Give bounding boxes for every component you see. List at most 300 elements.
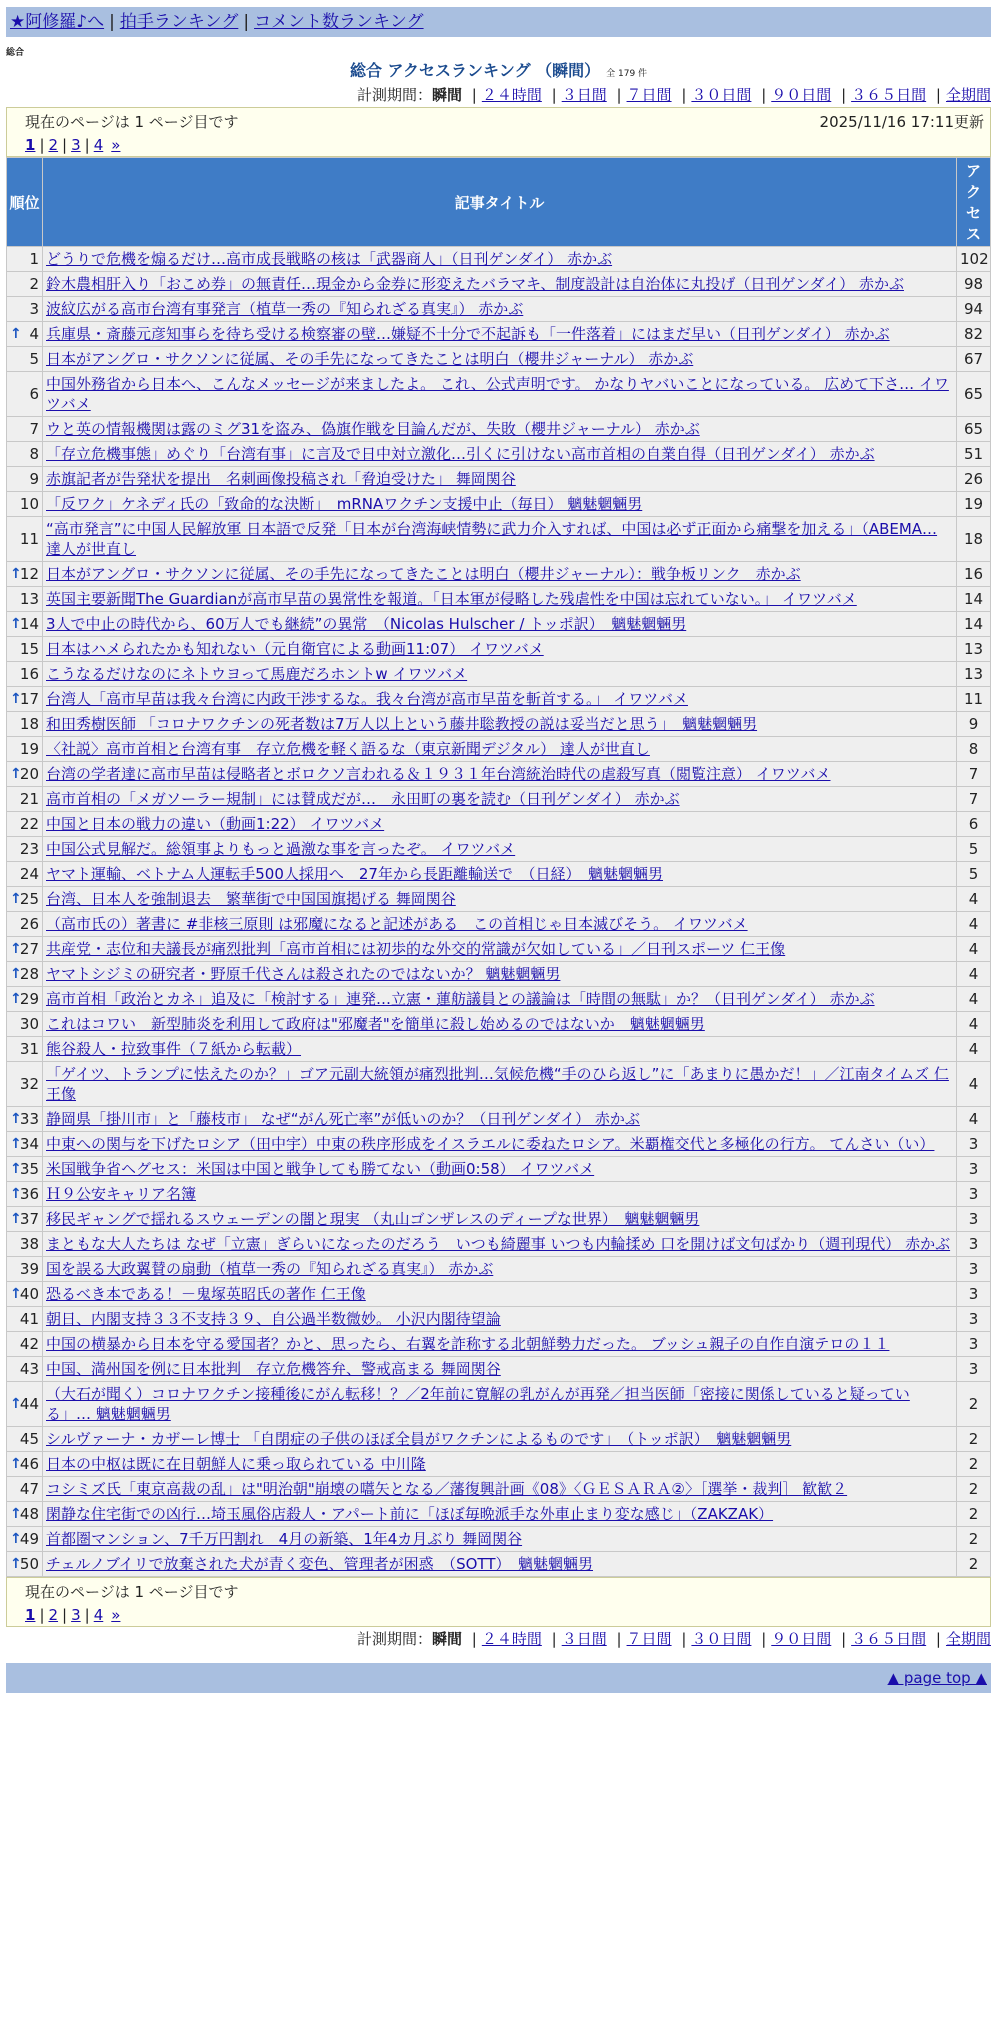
article-link[interactable]: 閑静な住宅街での凶行…埼玉風俗店殺人・アパート前に「ほぼ毎晩派手な外車止まり変な感じ」（ZAKZAK）	[46, 1505, 774, 1523]
access-count: 67	[957, 347, 991, 372]
page-link-2[interactable]: 2	[48, 136, 59, 154]
period-link-all[interactable]: 全期間	[945, 1630, 991, 1648]
article-link[interactable]: 中東への関与を下げたロシア（田中宇）中東の秩序形成をイスラエルに委ねたロシア。米覇権交代と多極化の行方。 てんさい（い）	[46, 1135, 935, 1153]
article-link[interactable]: 波紋広がる高市台湾有事発言（植草一秀の『知られざる真実』） 赤かぶ	[46, 300, 524, 318]
article-link[interactable]: “高市発言”に中国人民解放軍 日本語で反発「日本が台湾海峡情勢に武力介入すれば、中国は必ず正面から痛撃を加える」（ABEMA… 達人が世直し	[46, 520, 938, 558]
article-link[interactable]: 恐るべき本である！－鬼塚英昭氏の著作 仁王像	[46, 1285, 366, 1303]
article-link[interactable]: ヤマトシジミの研究者・野原千代さんは殺されたのではないか？ 魑魅魍魎男	[46, 965, 561, 983]
article-link[interactable]: こうなるだけなのにネトウヨって馬鹿だろホントw イワツバメ	[46, 665, 468, 683]
table-row	[7, 987, 991, 1012]
rank-cell	[7, 712, 43, 737]
access-count: 8	[957, 737, 991, 762]
table-row	[7, 1477, 991, 1502]
title-cell	[43, 1257, 957, 1282]
up-arrow-icon: ↑	[10, 691, 22, 707]
table-row	[7, 1157, 991, 1182]
access-count: 2	[957, 1477, 991, 1502]
rank-cell	[7, 987, 43, 1012]
rank-cell	[7, 347, 43, 372]
rank-number: 34	[19, 1135, 39, 1153]
table-row	[7, 1502, 991, 1527]
period-link-30d[interactable]: ３０日間	[691, 1630, 752, 1648]
rank-cell	[7, 247, 43, 272]
clap-ranking-link[interactable]: 拍手ランキング	[119, 12, 239, 32]
access-count: 7	[957, 787, 991, 812]
title-cell	[43, 762, 957, 787]
rank-cell	[7, 1207, 43, 1232]
article-link[interactable]: 中国公式見解だ。総領事よりもっと過激な事を言ったぞ。 イワツバメ	[46, 840, 516, 858]
period-link-90d[interactable]: ９０日間	[771, 86, 832, 104]
rank-number: 36	[19, 1185, 39, 1203]
rank-cell	[7, 562, 43, 587]
rank-cell	[7, 737, 43, 762]
access-count: 102	[957, 247, 991, 272]
access-count: 4	[957, 1107, 991, 1132]
article-link[interactable]: 3人で中止の時代から、60万人でも継続”の異常 （Nicolas Hulscher / トッポ訳） 魑魅魍魎男	[46, 615, 687, 633]
rank-cell	[7, 272, 43, 297]
rank-number: 33	[19, 1110, 39, 1128]
table-row	[7, 737, 991, 762]
article-link[interactable]: （高市氏の）著書に #非核三原則 は邪魔になると記述がある この首相じゃ日本滅びそう。 イワツバメ	[46, 915, 748, 933]
rank-number: 44	[19, 1395, 39, 1413]
ranking-rows	[7, 247, 991, 1577]
article-link[interactable]: 〈社説〉高市首相と台湾有事 存立危機を軽く語るな（東京新聞デジタル） 達人が世直し	[46, 740, 650, 758]
rank-cell	[7, 1232, 43, 1257]
table-row	[7, 272, 991, 297]
period-current: 瞬間	[431, 1630, 462, 1648]
access-count: 3	[957, 1182, 991, 1207]
period-link-3d[interactable]: ３日間	[561, 86, 607, 104]
article-link[interactable]: 和田秀樹医師 「コロナワクチンの死者数は7万人以上という藤井聡教授の説は妥当だと思う」 魑魅魍魎男	[46, 715, 758, 733]
rank-number: 11	[19, 530, 39, 548]
rank-cell	[7, 787, 43, 812]
access-count: 2	[957, 1502, 991, 1527]
access-header: アクセス	[957, 158, 991, 247]
article-link[interactable]: 高市首相「政治とカネ」追及に「検討する」連発…立憲・蓮舫議員との議論は「時間の無駄」か？（日刊ゲンダイ） 赤かぶ	[46, 990, 875, 1008]
current-page-text-bottom: 現在のページは 1 ページ目です	[25, 1583, 239, 1601]
title-cell	[43, 912, 957, 937]
rank-cell	[7, 937, 43, 962]
rank-cell	[7, 517, 43, 562]
rank-cell	[7, 322, 43, 347]
rank-cell	[7, 1062, 43, 1107]
rank-number: 23	[19, 840, 39, 858]
rank-cell	[7, 1502, 43, 1527]
article-link[interactable]: 朝日、内閣支持３３不支持３９、自公過半数微妙。 小沢内閣待望論	[46, 1310, 501, 1328]
access-count: 4	[957, 987, 991, 1012]
title-cell	[43, 1527, 957, 1552]
title-cell	[43, 737, 957, 762]
access-count: 4	[957, 937, 991, 962]
rank-number: 27	[19, 940, 39, 958]
rank-number: 8	[29, 445, 39, 463]
rank-number: 26	[19, 915, 39, 933]
rank-cell	[7, 1037, 43, 1062]
updated-timestamp: 2025/11/16 17:11更新	[819, 113, 984, 131]
title-cell	[43, 272, 957, 297]
page-next-link[interactable]: »	[111, 1606, 121, 1624]
table-row	[7, 1037, 991, 1062]
rank-cell	[7, 1107, 43, 1132]
title-cell	[43, 787, 957, 812]
title-cell	[43, 1037, 957, 1062]
up-arrow-icon: ↑	[10, 1531, 22, 1547]
title-header: 記事タイトル	[43, 158, 957, 247]
article-link[interactable]: Ｈ９公安キャリア名簿	[46, 1185, 197, 1203]
article-link[interactable]: まともな大人たちは なぜ「立憲」ぎらいになったのだろう いつも綺麗事 いつも内輪揉め 口を開けば文句ばかり（週刊現代） 赤かぶ	[46, 1235, 951, 1253]
article-link[interactable]: 日本の中枢は既に在日朝鮮人に乗っ取られている 中川隆	[46, 1455, 426, 1473]
up-arrow-icon: ↑	[10, 326, 22, 342]
access-count: 16	[957, 562, 991, 587]
rank-cell	[7, 612, 43, 637]
title-cell	[43, 1232, 957, 1257]
access-count: 19	[957, 492, 991, 517]
rank-cell	[7, 837, 43, 862]
page-top-link[interactable]: ▲ page top ▲	[887, 1669, 987, 1687]
access-count: 2	[957, 1452, 991, 1477]
rank-number: 28	[19, 965, 39, 983]
bottom-bar	[6, 1663, 991, 1693]
table-row	[7, 962, 991, 987]
period-selector-bottom: 計測期間：瞬間 | ２４時間 | ３日間 | ７日間 | ３０日間 | ９０日間 | ３６５日間 | 全期間	[356, 1630, 991, 1648]
period-link-90d[interactable]: ９０日間	[771, 1630, 832, 1648]
pagination-bottom: 1 | 2 | 3 | 4 »	[25, 1606, 121, 1624]
page-wrapper	[6, 0, 991, 1693]
page-link-3[interactable]: 3	[71, 136, 81, 154]
article-link[interactable]: 英国主要新聞The Guardianが高市早苗の異常性を報道。「日本軍が侵略した残虐性を中国は忘れていない。」 イワツバメ	[46, 590, 857, 608]
article-link[interactable]: 共産党・志位和夫議長が痛烈批判「高市首相には初歩的な外交的常識が欠如している」／日刊スポーツ 仁王像	[46, 940, 786, 958]
article-link[interactable]: 台湾の学者達に高市早苗は侵略者とボロクソ言われる＆１９３１年台湾統治時代の虐殺写真（閲覧注意） イワツバメ	[46, 765, 831, 783]
article-link[interactable]: コシミズ氏「東京高裁の乱」は"明治朝"崩壊の嚆矢となる／藩復興計画《08》〈ＧＥＳＡＲＡ②〉［選挙・裁判］ 歓歓２	[46, 1480, 848, 1498]
page-link-2[interactable]: 2	[48, 1606, 59, 1624]
access-count: 3	[957, 1307, 991, 1332]
access-count: 6	[957, 812, 991, 837]
access-count: 14	[957, 612, 991, 637]
rank-number: 1	[29, 250, 39, 268]
rank-cell	[7, 467, 43, 492]
access-count: 2	[957, 1427, 991, 1452]
rank-number: 22	[19, 815, 39, 833]
access-count: 7	[957, 762, 991, 787]
rank-cell	[7, 1477, 43, 1502]
article-link[interactable]: 中国外務省から日本へ、こんなメッセージが来ましたよ。 これ、公式声明です。 かなりヤバいことになっている。 広めて下さ… イワツバメ	[46, 375, 949, 413]
title-cell	[43, 467, 957, 492]
rank-number: 13	[19, 590, 39, 608]
title-cell	[43, 1107, 957, 1132]
rank-number: 12	[19, 565, 39, 583]
article-link[interactable]: 「反ワク」ケネディ氏の「致命的な決断」 mRNAワクチン支援中止（毎日） 魑魅魍魎男	[46, 495, 643, 513]
rank-number: 30	[19, 1015, 39, 1033]
title-cell	[43, 812, 957, 837]
period-link-24h[interactable]: ２４時間	[481, 1630, 542, 1648]
article-link[interactable]: 日本がアングロ・サクソンに従属、その手先になってきたことは明白（櫻井ジャーナル）：戦争板リンク 赤かぶ	[46, 565, 801, 583]
page-next-link[interactable]: »	[111, 136, 121, 154]
table-row	[7, 1307, 991, 1332]
title-cell	[43, 1502, 957, 1527]
article-link[interactable]: 日本はハメられたかも知れない（元自衛官による動画11:07） イワツバメ	[46, 640, 544, 658]
title-cell	[43, 1282, 957, 1307]
rank-number: 9	[29, 470, 39, 488]
title-cell	[43, 442, 957, 467]
rank-number: 25	[19, 890, 39, 908]
table-row	[7, 787, 991, 812]
title-cell	[43, 1477, 957, 1502]
rank-cell	[7, 912, 43, 937]
rank-number: 48	[19, 1505, 39, 1523]
period-current: 瞬間	[431, 86, 462, 104]
rank-number: 49	[19, 1530, 39, 1548]
title-cell	[43, 837, 957, 862]
rank-number: 21	[19, 790, 39, 808]
rank-cell	[7, 372, 43, 417]
title-cell	[43, 1062, 957, 1107]
title-cell	[43, 987, 957, 1012]
table-row	[7, 1257, 991, 1282]
access-count: 4	[957, 962, 991, 987]
rank-number: 45	[19, 1430, 39, 1448]
table-row	[7, 1232, 991, 1257]
access-count: 4	[957, 1037, 991, 1062]
up-arrow-icon: ↑	[10, 566, 22, 582]
table-row	[7, 1062, 991, 1107]
title-cell	[43, 517, 957, 562]
article-link[interactable]: 兵庫県・斎藤元彦知事らを待ち受ける検察審の壁…嫌疑不十分で不起訴も「一件落着」にはまだ早い（日刊ゲンダイ） 赤かぶ	[46, 325, 890, 343]
period-link-365d[interactable]: ３６５日間	[851, 1630, 927, 1648]
access-count: 3	[957, 1207, 991, 1232]
rank-cell	[7, 962, 43, 987]
access-count: 4	[957, 1062, 991, 1107]
table-row	[7, 562, 991, 587]
pagination-top: 1 | 2 | 3 | 4 »	[25, 136, 121, 154]
rank-cell	[7, 812, 43, 837]
rank-number: 42	[19, 1335, 39, 1353]
home-link[interactable]: ★阿修羅♪へ	[10, 12, 105, 32]
title-cell	[43, 637, 957, 662]
table-row	[7, 247, 991, 272]
title-cell	[43, 1357, 957, 1382]
rank-number: 7	[29, 420, 39, 438]
article-link[interactable]: 「存立危機事態」めぐり「台湾有事」に言及で日中対立激化…引くに引けない高市首相の自業自得（日刊ゲンダイ） 赤かぶ	[46, 445, 875, 463]
table-row	[7, 1107, 991, 1132]
article-link[interactable]: 「ゲイツ、トランプに怯えたのか？」ゴア元副大統領が痛烈批判…気候危機“手のひら返し”に「あまりに愚かだ！」／江南タイムズ 仁王像	[46, 1065, 949, 1103]
rank-number: 46	[19, 1455, 39, 1473]
page-link-4[interactable]: 4	[93, 136, 104, 154]
access-count: 14	[957, 587, 991, 612]
rank-number: 38	[19, 1235, 39, 1253]
table-row	[7, 1452, 991, 1477]
page-info-top	[6, 107, 991, 157]
up-arrow-icon: ↑	[10, 941, 22, 957]
rank-cell	[7, 1132, 43, 1157]
up-arrow-icon: ↑	[10, 616, 22, 632]
up-arrow-icon: ↑	[10, 966, 22, 982]
title-cell	[43, 562, 957, 587]
title-cell	[43, 492, 957, 517]
rank-number: 4	[29, 325, 39, 343]
article-link[interactable]: 国を誤る大政翼賛の扇動（植草一秀の『知られざる真実』） 赤かぶ	[46, 1260, 494, 1278]
rank-header: 順位	[7, 158, 43, 247]
article-link[interactable]: 台湾人「高市早苗は我々台湾に内政干渉するな。我々台湾が高市早苗を斬首する。」 イワツバメ	[46, 690, 688, 708]
access-count: 5	[957, 837, 991, 862]
article-link[interactable]: （大石が聞く）コロナワクチン接種後にがん転移！？／2年前に寛解の乳がんが再発／担当医師「密接に関係していると疑っている」… 魑魅魍魎男	[46, 1385, 910, 1423]
table-row	[7, 662, 991, 687]
nav-separator: |	[109, 12, 115, 32]
title-cell	[43, 417, 957, 442]
table-row	[7, 467, 991, 492]
title-cell	[43, 887, 957, 912]
up-arrow-icon: ↑	[10, 766, 22, 782]
title-cell	[43, 1012, 957, 1037]
access-count: 2	[957, 1552, 991, 1577]
table-row	[7, 372, 991, 417]
period-link-3d[interactable]: ３日間	[561, 1630, 607, 1648]
section-label: 総合	[6, 48, 25, 58]
rank-number: 37	[19, 1210, 39, 1228]
access-count: 65	[957, 372, 991, 417]
access-count: 3	[957, 1132, 991, 1157]
period-link-7d[interactable]: ７日間	[626, 1630, 672, 1648]
article-link[interactable]: 中国、満州国を例に日本批判 存立危機答弁、警戒高まる 舞岡関谷	[46, 1360, 501, 1378]
article-link[interactable]: 鈴木農相肝入り「おこめ券」の無責任…現金から金券に形変えたバラマキ、制度設計は自治体に丸投げ（日刊ゲンダイ） 赤かぶ	[46, 275, 904, 293]
article-link[interactable]: チェルノブイリで放棄された犬が青く変色、管理者が困惑 （SOTT） 魑魅魍魎男	[46, 1555, 593, 1573]
table-row	[7, 1427, 991, 1452]
period-link-7d[interactable]: ７日間	[626, 86, 672, 104]
table-row	[7, 1552, 991, 1577]
article-link[interactable]: 静岡県「掛川市」と「藤枝市」 なぜ“がん死亡率”が低いのか？（日刊ゲンダイ） 赤かぶ	[46, 1110, 640, 1128]
title-cell	[43, 612, 957, 637]
table-row	[7, 297, 991, 322]
rank-cell	[7, 662, 43, 687]
article-link[interactable]: 首都圏マンション、7千万円割れ 4月の新築、1年4カ月ぶり 舞岡関谷	[46, 1530, 523, 1548]
table-row	[7, 517, 991, 562]
article-link[interactable]: 高市首相の「メガソーラー規制」には賛成だが… 永田町の裏を読む（日刊ゲンダイ） 赤かぶ	[46, 790, 680, 808]
rank-number: 2	[29, 275, 39, 293]
table-row	[7, 887, 991, 912]
rank-number: 47	[19, 1480, 39, 1498]
title-cell	[43, 1382, 957, 1427]
rank-cell	[7, 417, 43, 442]
up-arrow-icon: ↑	[10, 1506, 22, 1522]
rank-number: 40	[19, 1285, 39, 1303]
article-link[interactable]: 日本がアングロ・サクソンに従属、その手先になってきたことは明白（櫻井ジャーナル） 赤かぶ	[46, 350, 694, 368]
rank-cell	[7, 1282, 43, 1307]
title-cell	[43, 1452, 957, 1477]
rank-number: 41	[19, 1310, 39, 1328]
rank-cell	[7, 1332, 43, 1357]
rank-cell	[7, 1157, 43, 1182]
rank-cell	[7, 887, 43, 912]
period-link-30d[interactable]: ３０日間	[691, 86, 752, 104]
table-row	[7, 837, 991, 862]
article-link[interactable]: 熊谷殺人・拉致事件（７紙から転載）	[46, 1040, 302, 1058]
page-link-4[interactable]: 4	[93, 1606, 104, 1624]
title-cell	[43, 662, 957, 687]
rank-cell	[7, 1452, 43, 1477]
rank-number: 20	[19, 765, 39, 783]
table-row	[7, 937, 991, 962]
page-link-current: 1	[25, 1606, 36, 1624]
access-count: 3	[957, 1357, 991, 1382]
title-cell	[43, 247, 957, 272]
access-count: 98	[957, 272, 991, 297]
access-count: 3	[957, 1332, 991, 1357]
period-link-365d[interactable]: ３６５日間	[851, 86, 927, 104]
title-cell	[43, 1427, 957, 1452]
rank-cell	[7, 637, 43, 662]
article-link[interactable]: ヤマト運輸、ベトナム人運転手500人採用へ 27年から長距離輸送で （日経） 魑魅魍魎男	[46, 865, 663, 883]
article-link[interactable]: 中国と日本の戦力の違い（動画1:22） イワツバメ	[46, 815, 385, 833]
period-label: 計測期間：	[356, 86, 432, 104]
article-link[interactable]: 赤旗記者が告発状を提出 名刺画像投稿され「脅迫受けた」 舞岡関谷	[46, 470, 516, 488]
rank-number: 17	[19, 690, 39, 708]
access-count: 5	[957, 862, 991, 887]
table-row	[7, 587, 991, 612]
article-link[interactable]: 米国戦争省ヘグセス：米国は中国と戦争しても勝てない（動画0:58） イワツバメ	[46, 1160, 595, 1178]
access-count: 94	[957, 297, 991, 322]
article-link[interactable]: 台湾、日本人を強制退去 繁華街で中国国旗掲げる 舞岡関谷	[46, 890, 456, 908]
article-link[interactable]: ウと英の情報機関は露のミグ31を盗み、偽旗作戦を目論んだが、失敗（櫻井ジャーナル） 赤かぶ	[46, 420, 700, 438]
table-row	[7, 1332, 991, 1357]
title-cell	[43, 372, 957, 417]
table-row	[7, 1282, 991, 1307]
title-cell	[43, 862, 957, 887]
page-link-3[interactable]: 3	[71, 1606, 81, 1624]
article-link[interactable]: 中国の横暴から日本を守る愛国者？かと、思ったら、右翼を詐称する北朝鮮勢力だった。 ブッシュ親子の自作自演テロの１１	[46, 1335, 890, 1353]
title-cell	[43, 1132, 957, 1157]
table-row	[7, 1132, 991, 1157]
access-count: 65	[957, 417, 991, 442]
article-link[interactable]: 移民ギャングで揺れるスウェーデンの闇と現実 （丸山ゴンザレスのディープな世界） 魑魅魍魎男	[46, 1210, 700, 1228]
access-count: 4	[957, 887, 991, 912]
rank-number: 19	[19, 740, 39, 758]
rank-number: 31	[19, 1040, 39, 1058]
title-cell	[43, 1307, 957, 1332]
title-cell	[43, 962, 957, 987]
table-row	[7, 762, 991, 787]
period-link-24h[interactable]: ２４時間	[481, 86, 542, 104]
table-row	[7, 912, 991, 937]
title-cell	[43, 1157, 957, 1182]
rank-number: 29	[19, 990, 39, 1008]
table-row	[7, 322, 991, 347]
article-link[interactable]: シルヴァーナ・カザーレ博士 「自閉症の子供のほぼ全員がワクチンによるものです」 （トッポ訳） 魑魅魍魎男	[46, 1430, 792, 1448]
period-selector-top: 計測期間：瞬間 | ２４時間 | ３日間 | ７日間 | ３０日間 | ９０日間 | ３６５日間 | 全期間	[356, 86, 991, 104]
comment-ranking-link[interactable]: コメント数ランキング	[254, 12, 424, 32]
up-arrow-icon: ↑	[10, 1111, 22, 1127]
access-count: 2	[957, 1382, 991, 1427]
up-arrow-icon: ↑	[10, 1161, 22, 1177]
rank-number: 18	[19, 715, 39, 733]
rank-cell	[7, 862, 43, 887]
rank-cell	[7, 1182, 43, 1207]
rank-number: 43	[19, 1360, 39, 1378]
table-row	[7, 862, 991, 887]
period-link-all[interactable]: 全期間	[945, 86, 991, 104]
up-arrow-icon: ↑	[10, 1211, 22, 1227]
title-cell	[43, 297, 957, 322]
table-row	[7, 1182, 991, 1207]
access-count: 9	[957, 712, 991, 737]
table-row	[7, 1357, 991, 1382]
access-count: 4	[957, 1012, 991, 1037]
table-row	[7, 1012, 991, 1037]
access-count: 3	[957, 1232, 991, 1257]
article-link[interactable]: これはコワい 新型肺炎を利用して政府は"邪魔者"を簡単に殺し始めるのではないか 魑魅魍魎男	[46, 1015, 705, 1033]
rank-number: 5	[29, 350, 39, 368]
table-row	[7, 1527, 991, 1552]
rank-number: 24	[19, 865, 39, 883]
article-link[interactable]: どうりで危機を煽るだけ…高市成長戦略の核は「武器商人」（日刊ゲンダイ） 赤かぶ	[46, 250, 613, 268]
